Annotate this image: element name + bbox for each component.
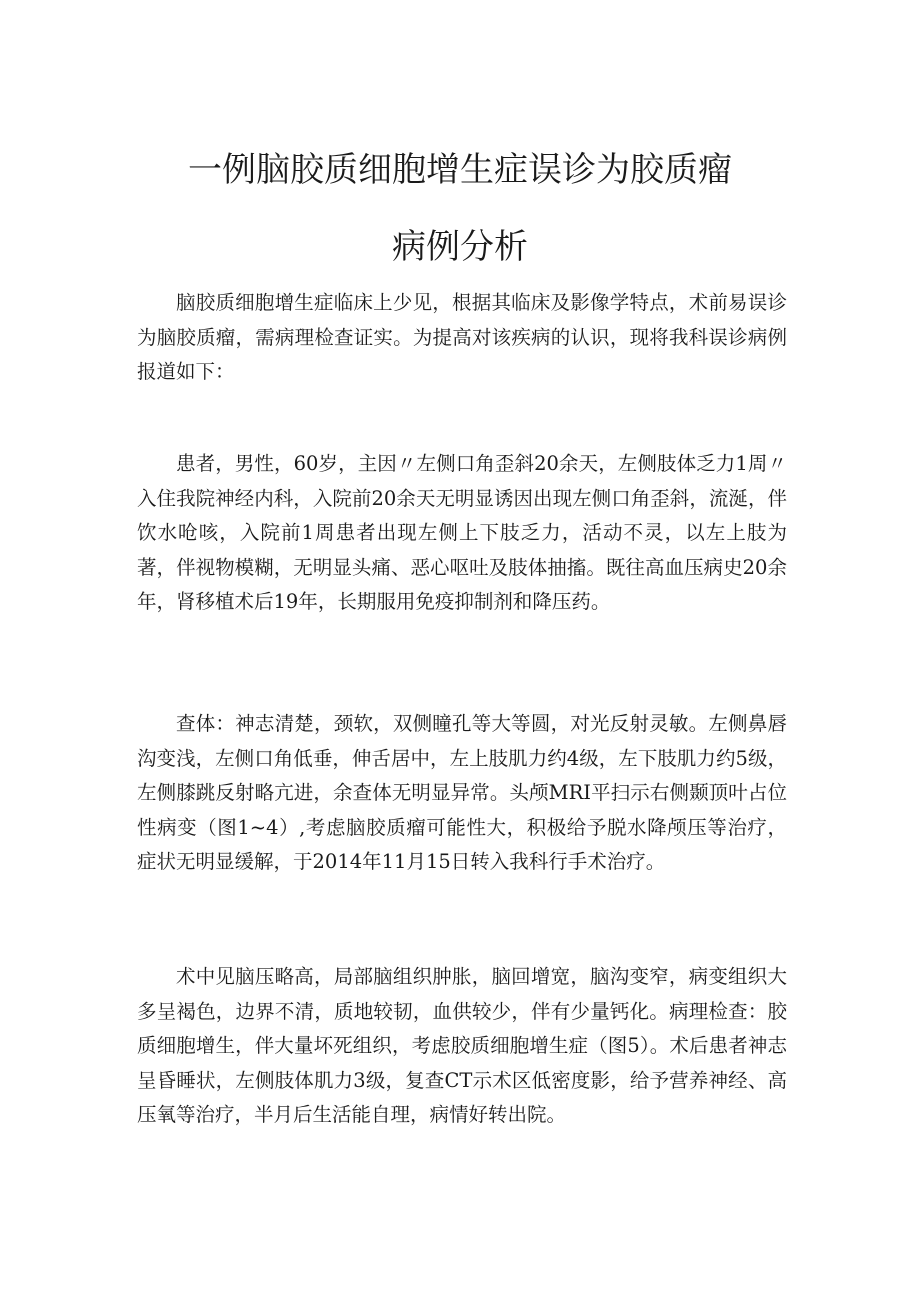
paragraph-case-history: 患者，男性，60岁，主因〃左侧口角歪斜20余天，左侧肢体乏力1周〃入住我院神经内科，入院前20余天无明显诱因出现左侧口角歪斜，流涎，伴饮水呛咳，入院前1周患者出现左侧上下肢乏力，活动不灵，以左上肢为著，伴视物模糊，无明显头痛、恶心呕吐及肢体抽搐。既往高血压病史20余年，肾移植术后19年，长期服用免疫抑制剂和降压药。: [137, 452, 787, 613]
paragraph-surgery-pathology: 术中见脑压略高，局部脑组织肿胀，脑回增宽，脑沟变窄，病变组织大多呈褐色，边界不清，质地较韧，血供较少，伴有少量钙化。病理检查：胶质细胞增生，伴大量坏死组织，考虑胶质细胞增生症（图5）。术后患者神志呈昏睡状，左侧肢体肌力3级，复查CT示术区低密度影，给予营养神经、高压氧等治疗，半月后生活能自理，病情好转出院。: [137, 965, 787, 1126]
document-title-line-1: 一例脑胶质细胞增生症误诊为胶质瘤: [188, 149, 732, 190]
paragraph-introduction: 脑胶质细胞增生症临床上少见，根据其临床及影像学特点，术前易误诊为脑胶质瘤，需病理检查证实。为提高对该疾病的认识，现将我科误诊病例报道如下：: [137, 291, 787, 383]
paragraph-physical-exam: 查体：神志清楚，颈软，双侧瞳孔等大等圆，对光反射灵敏。左侧鼻唇沟变浅，左侧口角低垂，伸舌居中，左上肢肌力约4级，左下肢肌力约5级，左侧膝跳反射略亢进，余查体无明显异常。头颅MRI平扫示右侧颞顶叶占位性病变（图1~4）,考虑脑胶质瘤可能性大，积极给予脱水降颅压等治疗，症状无明显缓解，于2014年11月15日转入我科行手术治疗。: [137, 712, 787, 873]
document-title-line-2: 病例分析: [392, 226, 528, 267]
